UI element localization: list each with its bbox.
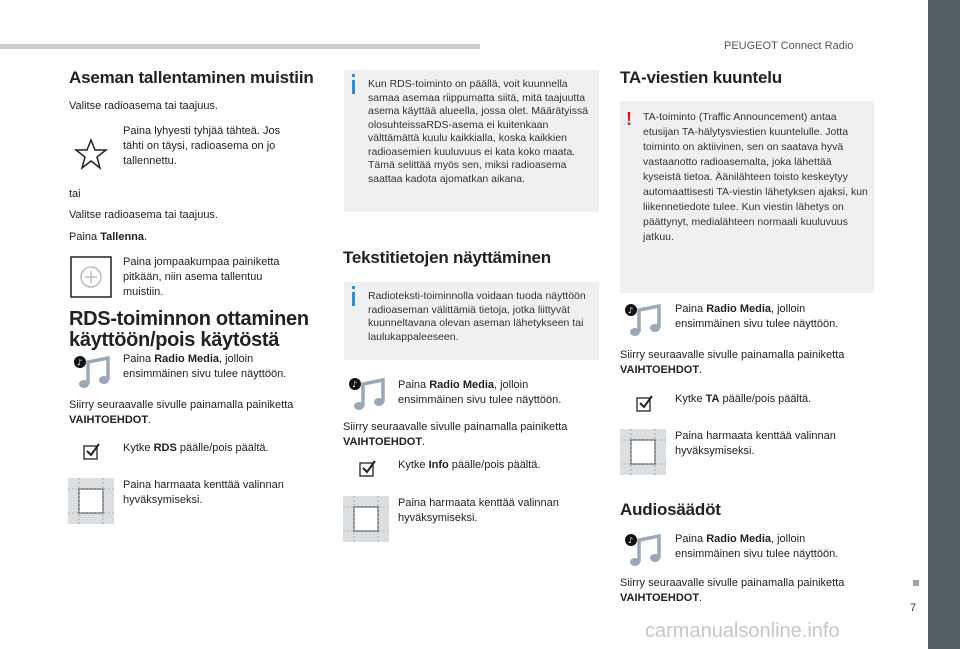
watermark: carmanualsonline.info [645, 620, 840, 642]
ta-warning-note [620, 101, 874, 293]
checkbox-icon [359, 459, 377, 477]
col1-p3: Paina Tallenna. [69, 231, 148, 243]
heading-ta: TA-viestien kuuntelu [620, 68, 782, 87]
radiotext-info-note [344, 282, 599, 360]
grey-field-icon [620, 429, 666, 475]
col1-radio-media-instruction: Paina Radio Media, jolloin ensimmäinen sivu tulee näyttöön. [123, 353, 287, 380]
col3-radio-media-instruction: Paina Radio Media, jolloin ensimmäinen sivu tulee näyttöön. [675, 303, 839, 330]
col3-audio-radio-media-instruction: Paina Radio Media, jolloin ensimmäinen sivu tulee näyttöön. [675, 533, 839, 560]
col1-p1: Valitse radioasema tai taajuus. [69, 100, 218, 112]
star-instruction: Paina lyhyesti tyhjää tähteä. Jos tähti on täysi, radioasema on jo tallennettu. [123, 125, 281, 167]
col1-p2: Valitse radioasema tai taajuus. [69, 209, 218, 221]
star-icon [74, 138, 108, 170]
heading-save-station: Aseman tallentaminen muistiin [69, 68, 314, 87]
info-icon [352, 286, 355, 289]
col1-grid-instruction: Paina harmaata kenttää valinnan hyväksymiseksi. [123, 479, 284, 506]
page-sidebar [928, 0, 960, 649]
col1-next-page: Siirry seuraavalle sivulle painamalla painiketta VAIHTOEHDOT. [69, 399, 294, 426]
info-icon [352, 74, 355, 77]
rds-info-text: Kun RDS-toiminto on päällä, voit kuunnella samaa asemaa riippumatta siitä, mitä taajuutta asema käyttää alueella, jossa olet. Määrätyissä olosuhteissaRDS-asema ei kuitenkaan välttämättä kuulu kaikkialla, koska kaikkien radioasemien kuuluvuus ei kata koko maata. Tämä selittää myös sen, miksi radioasema saattaa kadota ajomatkan aikana. [368, 78, 589, 185]
ta-warning-text: TA-toiminto (Traffic Announcement) antaa etusijan TA-hälytysviestien kuuntelulle. Jotta toiminto on aktiivinen, sen on saatava hyvä vastaanotto radioasemalta, joka lähettää kyseistä tietoa. Äänilähteen toisto keskeytyy automaattisesti TA-viestin lähetyksen ajaksi, kun liikennetiedote tulee. Kun viestin lähetys on päättynyt, medialähteen normaali kuuluvuus jatkuu. [643, 111, 868, 243]
plus-instruction: Paina jompaakumpaa painiketta pitkään, niin asema tallentuu muistiin. [123, 256, 280, 298]
svg-text:♪: ♪ [352, 380, 358, 389]
radio-media-icon [623, 532, 663, 568]
col3-grid-instruction: Paina harmaata kenttää valinnan hyväksymiseksi. [675, 430, 836, 457]
col3-check-instruction: Kytke TA päälle/pois päältä. [675, 393, 812, 405]
col1-check-instruction: Kytke RDS päälle/pois päältä. [123, 442, 269, 454]
col2-next-page: Siirry seuraavalle sivulle painamalla painiketta VAIHTOEHDOT. [343, 421, 568, 448]
checkbox-icon [636, 394, 654, 412]
svg-text:♪: ♪ [628, 306, 634, 315]
checkbox-icon [83, 442, 101, 460]
col1-tai: tai [69, 188, 81, 200]
svg-text:♪: ♪ [628, 536, 634, 545]
page-number: 7 [910, 602, 917, 614]
page-marker [913, 580, 919, 586]
grey-field-icon [68, 478, 114, 524]
radio-media-icon [623, 302, 663, 338]
svg-text:♪: ♪ [77, 358, 83, 367]
col2-radio-media-instruction: Paina Radio Media, jolloin ensimmäinen sivu tulee näyttöön. [398, 379, 562, 406]
save-plus-icon [70, 256, 112, 298]
heading-audio: Audiosäädöt [620, 500, 721, 519]
heading-text-info: Tekstitietojen näyttäminen [343, 248, 551, 267]
radiotext-info-text: Radioteksti-toiminnolla voidaan tuoda näyttöön radioaseman välittämiä tietoja, jotka liittyvät kuunneltavana olevan aseman lähetykseen tai laulukappaleeseen. [368, 290, 586, 343]
top-rule [0, 44, 480, 49]
col3-audio-next-page: Siirry seuraavalle sivulle painamalla painiketta VAIHTOEHDOT. [620, 577, 845, 604]
radio-media-icon [72, 354, 112, 390]
heading-rds: RDS-toiminnon ottaminen käyttöön/pois käytöstä [69, 308, 309, 351]
col2-check-instruction: Kytke Info päälle/pois päältä. [398, 459, 541, 471]
col2-grid-instruction: Paina harmaata kenttää valinnan hyväksymiseksi. [398, 497, 559, 524]
grey-field-icon [343, 496, 389, 542]
col3-next-page: Siirry seuraavalle sivulle painamalla painiketta VAIHTOEHDOT. [620, 349, 845, 376]
rds-info-note [344, 70, 599, 212]
header-brand: PEUGEOT Connect Radio [724, 40, 854, 52]
radio-media-icon [347, 376, 387, 412]
warning-icon: ! [626, 109, 632, 129]
